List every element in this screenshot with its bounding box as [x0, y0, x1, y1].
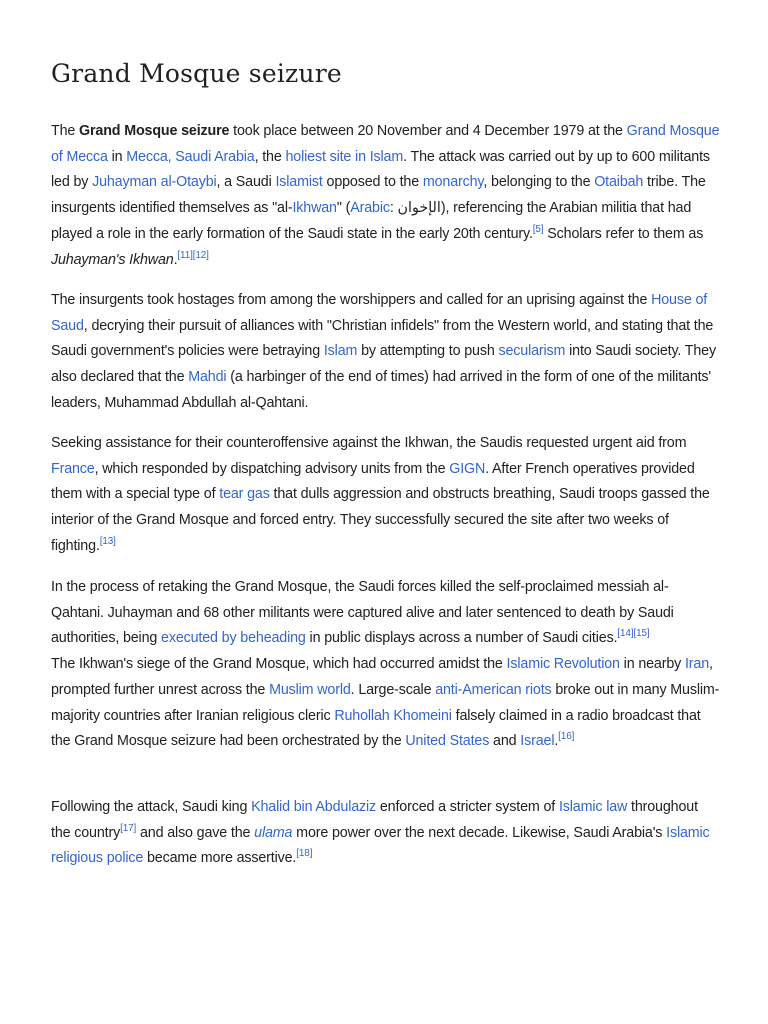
text: Following the attack, Saudi king	[51, 799, 252, 815]
citation	[617, 629, 649, 640]
text: and also gave the	[136, 824, 255, 841]
text: broke out in many Muslim-majority countries after Iranian religious cleric	[51, 681, 720, 724]
link-tear-gas[interactable]: tear gas	[219, 486, 270, 503]
text: Scholars refer to them as	[543, 225, 704, 242]
link-holiest-site[interactable]: holiest site in Islam	[285, 148, 404, 165]
link-mahdi[interactable]: Mahdi	[188, 369, 227, 386]
text: , prompted further unrest across the	[51, 656, 713, 698]
text: , belonging to the	[483, 174, 595, 191]
text: tribe. The insurgents identified themselves as "al-	[51, 174, 706, 217]
citation-link[interactable]: [14]	[617, 628, 634, 640]
text: in public displays across a number of Saudi cities.	[305, 630, 618, 647]
bold-term: Grand Mosque seizure	[79, 123, 230, 139]
text: The	[51, 123, 80, 139]
text: .	[554, 733, 559, 750]
link-anti-american-riots[interactable]: anti-American riots	[435, 681, 552, 698]
citation	[120, 823, 136, 834]
link-juhayman[interactable]: Juhayman al-Otaybi	[92, 174, 217, 191]
citation-link[interactable]: [13]	[99, 536, 116, 548]
text: , a Saudi	[216, 174, 276, 191]
citation-link[interactable]: [11]	[177, 249, 193, 261]
link-islamic-revolution[interactable]: Islamic Revolution	[506, 656, 620, 673]
text: :	[389, 200, 398, 217]
text: ), referencing the Arabian militia that had played a role in the early formation of the Saudi state in the early 20th century.	[51, 200, 692, 242]
link-islamist[interactable]: Islamist	[275, 174, 323, 191]
link-monarchy[interactable]: monarchy	[422, 174, 484, 191]
link-france[interactable]: France	[51, 460, 95, 477]
text: became more assertive.	[143, 850, 297, 867]
citation-link[interactable]: [12]	[192, 249, 209, 261]
text: , which responded by dispatching advisory units from the	[94, 460, 450, 477]
text: The insurgents took hostages from among the worshippers and called for an uprising against the	[51, 292, 652, 308]
link-grand-mosque[interactable]: Grand Mosque of Mecca	[51, 123, 720, 165]
link-otaibah[interactable]: Otaibah	[594, 174, 644, 191]
link-executed-by-beheading[interactable]: executed by beheading	[161, 630, 306, 647]
text: . Large-scale	[350, 681, 436, 698]
citation-link[interactable]: [5]	[532, 224, 544, 236]
text: into Saudi society. They also declared that the	[51, 343, 716, 386]
text: . After French operatives provided them with a special type of	[51, 460, 695, 503]
link-house-of-saud[interactable]: House of Saud	[51, 292, 708, 334]
text: and	[489, 733, 521, 750]
paragraph-counteroffensive	[51, 431, 721, 560]
link-ulama-italic: ulama	[254, 824, 293, 841]
text: falsely claimed in a radio broadcast that the Grand Mosque seizure had been orchestrated by the	[51, 707, 701, 750]
text: (a harbinger of the end of times) had arrived in the form of one of the militants' leaders, Muhammad Abdullah al-Qahtani.	[51, 369, 712, 411]
citation	[100, 536, 116, 547]
citation-link[interactable]: [18]	[296, 848, 313, 860]
text: In the process of retaking the Grand Mosque, the Saudi forces killed the self-proclaimed messiah al-Qahtani. Juhayman and 68 other militants were captured alive and later sentenced to death by Saudi authorities, being	[51, 579, 674, 647]
paragraph-hostages	[51, 288, 721, 417]
link-iran[interactable]: Iran	[684, 656, 710, 673]
article-content	[51, 0, 721, 867]
link-islam[interactable]: Islam	[323, 343, 358, 360]
link-secularism[interactable]: secularism	[498, 343, 566, 360]
paragraph-aftermath	[51, 575, 721, 755]
citation	[533, 224, 544, 235]
citation	[177, 250, 208, 261]
text: opposed to the	[322, 174, 423, 191]
text: " (	[336, 200, 351, 217]
citation-link[interactable]: [16]	[558, 731, 575, 743]
citation	[558, 731, 574, 742]
text: that dulls aggression and obstructs breathing, Saudi troops gassed the interior of the Grand Mosque and forced entry. They successfully secured the site after two weeks of fighting.	[51, 486, 710, 554]
text: , decrying their pursuit of alliances with "Christian infidels" from the Western world, and stating that the Saudi government's policies were betraying	[51, 317, 714, 360]
paragraph-intro	[51, 119, 721, 273]
link-arabic[interactable]: Arabic	[350, 200, 390, 217]
citation-link[interactable]: [15]	[633, 628, 650, 640]
text: . The attack was carried out by up to 600 militants led by	[51, 148, 710, 191]
link-khomeini[interactable]: Ruhollah Khomeini	[334, 707, 452, 724]
text: enforced a stricter system of	[376, 799, 559, 815]
arabic-text: الإخوان	[397, 200, 441, 217]
link-ulama[interactable]	[254, 825, 292, 841]
text: The Ikhwan's siege of the Grand Mosque, which had occurred amidst the	[51, 656, 507, 673]
italic-term: Juhayman's Ikhwan	[51, 251, 174, 268]
text: Seeking assistance for their counteroffensive against the Ikhwan, the Saudis requested urgent aid from	[51, 435, 687, 451]
text: took place between 20 November and 4 December 1979 at the	[229, 123, 627, 139]
link-israel[interactable]: Israel	[520, 733, 555, 750]
text: , the	[254, 148, 286, 165]
text: more power over the next decade. Likewise, Saudi Arabia's	[292, 824, 667, 841]
link-islamic-law[interactable]: Islamic law	[558, 799, 628, 815]
text: in	[107, 148, 127, 165]
paragraph-following	[51, 795, 721, 872]
citation	[296, 849, 312, 860]
link-united-states[interactable]: United States	[405, 733, 490, 750]
page-title: Grand Mosque seizure	[51, 59, 342, 88]
text: throughout the country	[51, 799, 698, 841]
link-khalid-bin-abdulaziz[interactable]: Khalid bin Abdulaziz	[251, 799, 377, 815]
link-religious-police[interactable]: Islamic religious police	[51, 824, 710, 867]
text: .	[173, 251, 178, 268]
text: in nearby	[619, 656, 685, 673]
link-ikhwan[interactable]: Ikhwan	[292, 200, 337, 217]
citation-link[interactable]: [17]	[120, 822, 137, 834]
link-mecca[interactable]: Mecca, Saudi Arabia	[126, 148, 255, 165]
link-gign[interactable]: GIGN	[449, 460, 486, 477]
text: by attempting to push	[357, 343, 499, 360]
link-muslim-world[interactable]: Muslim world	[269, 681, 351, 698]
